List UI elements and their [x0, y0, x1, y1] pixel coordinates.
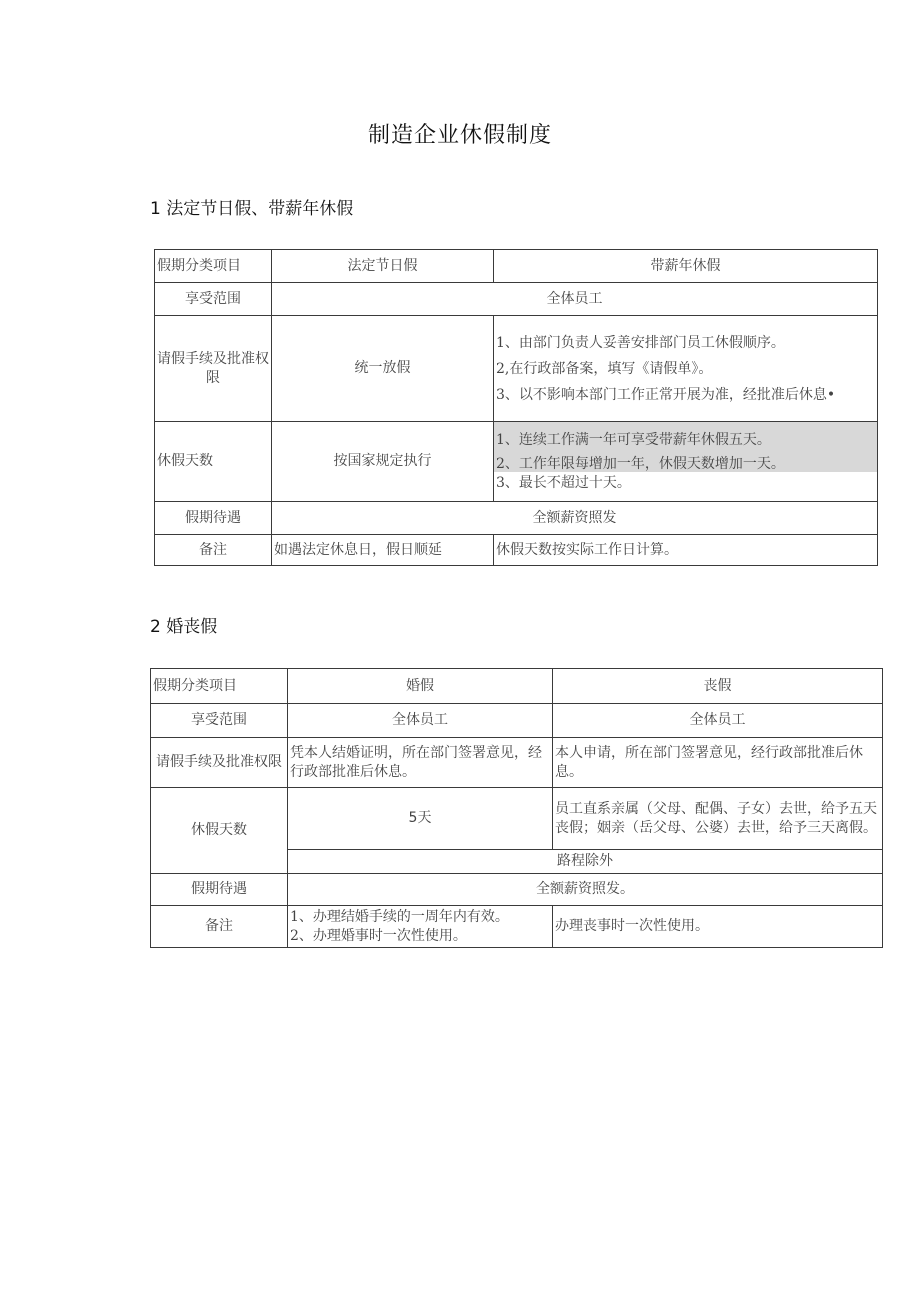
header-category: 假期分类项目 [155, 250, 272, 283]
procedure-step-2: 2,在行政部备案，填写《请假单》。 [496, 360, 713, 377]
header-category: 假期分类项目 [151, 669, 288, 704]
scope-label: 享受范围 [155, 283, 272, 316]
notes-annual: 休假天数按实际工作日计算。 [494, 535, 878, 566]
pay-label: 假期待遇 [155, 502, 272, 535]
pay-value: 全额薪资照发。 [288, 874, 883, 906]
days-rule-3: 3、最长不超过十天。 [496, 475, 631, 491]
notes-marriage [288, 906, 553, 948]
pay-label: 假期待遇 [151, 874, 288, 906]
days-label: 休假天数 [151, 788, 288, 874]
scope-marriage: 全体员工 [288, 704, 553, 738]
table-row [155, 250, 878, 283]
notes-statutory: 如遇法定休息日，假日顺延 [272, 535, 494, 566]
table-row [155, 502, 878, 535]
notes-label: 备注 [151, 906, 288, 948]
procedure-step-3: 3、以不影响本部门工作正常开展为准，经批准后休息• [496, 386, 836, 403]
header-funeral-leave: 丧假 [553, 669, 883, 704]
procedure-marriage: 凭本人结婚证明，所在部门签署意见，经行政部批准后休息。 [288, 738, 553, 788]
days-travel-excluded: 路程除外 [288, 850, 883, 874]
header-statutory-holiday: 法定节日假 [272, 250, 494, 283]
section-heading-marriage-funeral: 2 婚丧假 [150, 617, 218, 637]
pay-value: 全额薪资照发 [272, 502, 878, 535]
table-row [151, 906, 883, 948]
scope-label: 享受范围 [151, 704, 288, 738]
days-marriage: 5天 [288, 788, 553, 850]
procedure-step-1: 1、由部门负责人妥善安排部门员工休假顺序。 [496, 334, 785, 351]
marriage-funeral-leave-table [150, 668, 883, 948]
notes-marriage-1: 1、办理结婚手续的一周年内有效。 [290, 908, 509, 925]
table-row [155, 535, 878, 566]
header-annual-leave: 带薪年休假 [494, 250, 878, 283]
days-highlight [494, 422, 877, 472]
table-row [151, 788, 883, 850]
statutory-annual-leave-table [154, 249, 878, 566]
header-marriage-leave: 婚假 [288, 669, 553, 704]
days-rule-1: 1、连续工作满一年可享受带薪年休假五天。 [496, 432, 771, 448]
table-row [151, 738, 883, 788]
notes-label: 备注 [155, 535, 272, 566]
notes-marriage-2: 2、办理婚事时一次性使用。 [290, 927, 467, 944]
table-row [155, 316, 878, 422]
page-title: 制造企业休假制度 [367, 123, 552, 148]
days-statutory: 按国家规定执行 [272, 422, 494, 502]
days-annual [494, 422, 878, 502]
procedure-statutory: 统一放假 [272, 316, 494, 422]
days-rule-2: 2、工作年限每增加一年，休假天数增加一天。 [496, 456, 785, 472]
days-funeral: 员工直系亲属（父母、配偶、子女）去世，给予五天丧假；姻亲（岳父母、公婆）去世，给予三天离假。 [553, 788, 883, 850]
table-row [151, 704, 883, 738]
procedure-label: 请假手续及批准权限 [151, 738, 288, 788]
table-row [155, 422, 878, 502]
scope-value: 全体员工 [272, 283, 878, 316]
notes-funeral: 办理丧事时一次性使用。 [553, 906, 883, 948]
table-row [151, 874, 883, 906]
section-heading-statutory-annual: 1 法定节日假、带薪年休假 [150, 199, 354, 219]
procedure-funeral: 本人申请，所在部门签署意见，经行政部批准后休息。 [553, 738, 883, 788]
table-row [155, 283, 878, 316]
procedure-annual [494, 316, 878, 422]
scope-funeral: 全体员工 [553, 704, 883, 738]
table-row [151, 669, 883, 704]
days-label: 休假天数 [155, 422, 272, 502]
procedure-label: 请假手续及批准权限 [155, 316, 272, 422]
